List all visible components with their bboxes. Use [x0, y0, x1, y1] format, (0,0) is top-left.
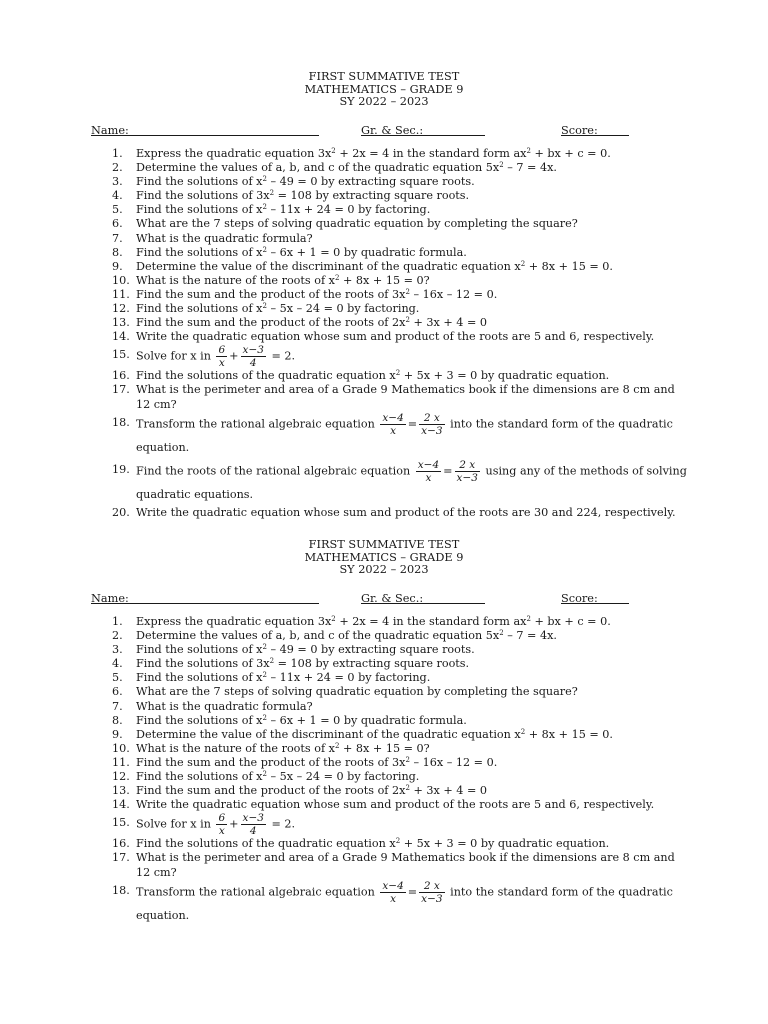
- question-item: 9. Determine the value of the discriminant of the quadratic equation $x^2 + 8x + 15 = 0$.: [112, 259, 613, 273]
- question-item: 5. Find the solutions of $x^2 - 11x + 24 = 0$ by factoring.: [112, 203, 431, 217]
- question-item: 20. Write the quadratic equation whose sum and product of the roots are 30 and 224, respectively.: [112, 505, 676, 519]
- question-item: 17. What is the perimeter and area of a Grade 9 Mathematics book if the dimensions are 8 cm and 12 cm?: [112, 383, 675, 411]
- question-number: 1.: [112, 147, 123, 160]
- fraction: $\frac{6}{x}$: [218, 812, 226, 838]
- question-item: 10. What is the nature of the roots of $x^2 + 8x + 15 = 0$?: [112, 273, 430, 287]
- score-label: Score:: [561, 592, 598, 605]
- question-item: 5. Find the solutions of $x^2 - 11x + 24 = 0$ by factoring.: [112, 671, 431, 685]
- name-field[interactable]: [91, 124, 319, 136]
- question-item: 7. What is the quadratic formula?: [112, 231, 313, 245]
- section-field[interactable]: [361, 124, 485, 136]
- question-item: 13. Find the sum and the product of the roots of $2x^2 + 3x + 4 = 0$: [112, 316, 488, 330]
- question-number: 6.: [112, 685, 123, 699]
- name-label: Name:: [91, 592, 129, 605]
- question-number: 12.: [112, 770, 130, 784]
- question-list: [0, 615, 768, 927]
- question-number: 4.: [112, 189, 123, 203]
- section-label: Gr. & Sec.:: [361, 124, 424, 137]
- fraction: $\frac{x-4}{x}$: [382, 879, 404, 905]
- question-item: 6. What are the 7 steps of solving quadratic equation by completing the square?: [112, 685, 578, 699]
- question-item: 6. What are the 7 steps of solving quadratic equation by completing the square?: [112, 217, 578, 231]
- question-number: 12.: [112, 302, 130, 316]
- question-item: 13. Find the sum and the product of the roots of $2x^2 + 3x + 4 = 0$: [112, 784, 488, 798]
- fraction: $\frac{2 x}{x-3}$: [421, 411, 443, 437]
- school-year: SY 2022 – 2023: [339, 95, 429, 108]
- question-item: 9. Determine the value of the discriminant of the quadratic equation $x^2 + 8x + 15 = 0$.: [112, 727, 613, 741]
- question-item: 4. Find the solutions of $3x^2 = 108$ by extracting square roots.: [112, 657, 470, 671]
- question-number: 3.: [112, 175, 123, 189]
- question-number: 14.: [112, 798, 130, 812]
- question-item: 4. Find the solutions of $3x^2 = 108$ by extracting square roots.: [112, 189, 470, 203]
- fraction: $\frac{2 x}{x-3}$: [421, 879, 443, 905]
- fraction: $\frac{2 x}{x-3}$: [456, 458, 478, 484]
- question-number: 2.: [112, 161, 123, 175]
- question-item: 15. Solve for x in $\frac{6}{x}$ + $\frac{x-3}{4}$ = 2.: [112, 812, 296, 838]
- question-item: 3. Find the solutions of $x^2 - 49 = 0$ by extracting square roots.: [112, 175, 475, 189]
- question-number: 13.: [112, 784, 130, 798]
- section-field[interactable]: [361, 592, 485, 604]
- test-title: FIRST SUMMATIVE TEST: [308, 70, 460, 83]
- question-number: 4.: [112, 657, 123, 671]
- question-number: 18.: [112, 883, 130, 897]
- question-item: 14. Write the quadratic equation whose sum and product of the roots are 5 and 6, respectively.: [112, 798, 655, 812]
- test-sheet-1: [0, 70, 768, 519]
- score-field[interactable]: [561, 124, 629, 136]
- question-number: 5.: [112, 203, 123, 217]
- question-number: 9.: [112, 259, 123, 273]
- question-number: 14.: [112, 330, 130, 344]
- score-field[interactable]: [561, 592, 629, 604]
- question-item: 2. Determine the values of a, b, and c of the quadratic equation $5x^2 - 7 = 4x$.: [112, 629, 557, 643]
- school-year: SY 2022 – 2023: [339, 563, 429, 576]
- question-number: 7.: [112, 699, 123, 713]
- question-number: 15.: [112, 348, 130, 362]
- question-number: 10.: [112, 273, 130, 287]
- question-number: 7.: [112, 231, 123, 245]
- fraction: $\frac{x-3}{4}$: [242, 812, 264, 838]
- fraction: $\frac{6}{x}$: [218, 344, 226, 370]
- test-header: [0, 71, 768, 109]
- question-number: 8.: [112, 713, 123, 727]
- question-number: 10.: [112, 741, 130, 755]
- name-label: Name:: [91, 124, 129, 137]
- question-item: 12. Find the solutions of $x^2 - 5x - 24 = 0$ by factoring.: [112, 770, 420, 784]
- question-number: 11.: [112, 287, 130, 301]
- question-item: 19. Find the roots of the rational algebraic equation $\frac{x-4}{x}$ = $\frac{2 x}{x-3}$ using any of the methods of solving quadratic equations.: [112, 458, 687, 501]
- question-number: 16.: [112, 369, 130, 383]
- question-item: 16. Find the solutions of the quadratic equation $x^2 + 5x + 3 = 0$ by quadratic equation.: [112, 369, 610, 383]
- question-number: 17.: [112, 383, 130, 397]
- question-number: 19.: [112, 462, 130, 476]
- question-number: 5.: [112, 671, 123, 685]
- question-item: 8. Find the solutions of $x^2 - 6x + 1 = 0$ by quadratic formula.: [112, 713, 467, 727]
- question-item: 2. Determine the values of a, b, and c of the quadratic equation $5x^2 - 7 = 4x$.: [112, 161, 557, 175]
- question-item: 18. Transform the rational algebraic equation $\frac{x-4}{x}$ = $\frac{2 x}{x-3}$ into the standard form of the quadratic equation.: [112, 879, 673, 922]
- test-sheet-2: [0, 538, 768, 922]
- question-number: 11.: [112, 755, 130, 769]
- subject-grade: MATHEMATICS – GRADE 9: [304, 82, 464, 96]
- question-item: 1. Express the quadratic equation $3x^2 + 2x = 4$ in the standard form $ax^2$ + bx + c = 0.: [112, 147, 611, 160]
- question-number: 6.: [112, 217, 123, 231]
- question-number: 3.: [112, 643, 123, 657]
- question-number: 1.: [112, 615, 123, 628]
- question-list: [0, 147, 768, 520]
- question-item: 17. What is the perimeter and area of a Grade 9 Mathematics book if the dimensions are 8 cm and 12 cm?: [112, 851, 675, 879]
- question-item: 7. What is the quadratic formula?: [112, 699, 313, 713]
- question-number: 20.: [112, 505, 130, 519]
- question-item: 14. Write the quadratic equation whose sum and product of the roots are 5 and 6, respectively.: [112, 330, 655, 344]
- question-item: 18. Transform the rational algebraic equation $\frac{x-4}{x}$ = $\frac{2 x}{x-3}$ into the standard form of the quadratic equation.: [112, 411, 673, 454]
- test-title: FIRST SUMMATIVE TEST: [308, 538, 460, 551]
- question-item: 10. What is the nature of the roots of $x^2 + 8x + 15 = 0$?: [112, 741, 430, 755]
- question-number: 17.: [112, 851, 130, 865]
- test-header: [0, 539, 768, 577]
- question-item: 1. Express the quadratic equation $3x^2 + 2x = 4$ in the standard form $ax^2$ + bx + c = 0.: [112, 615, 611, 628]
- name-field[interactable]: [91, 592, 319, 604]
- question-number: 18.: [112, 415, 130, 429]
- subject-grade: MATHEMATICS – GRADE 9: [304, 550, 464, 564]
- fraction: $\frac{x-4}{x}$: [382, 411, 404, 437]
- question-item: 12. Find the solutions of $x^2 - 5x - 24 = 0$ by factoring.: [112, 302, 420, 316]
- question-number: 2.: [112, 629, 123, 643]
- question-item: 11. Find the sum and the product of the roots of $3x^2 - 16x - 12 = 0$.: [112, 287, 498, 301]
- fraction: $\frac{x-4}{x}$: [417, 458, 440, 484]
- question-item: 3. Find the solutions of $x^2 - 49 = 0$ by extracting square roots.: [112, 643, 475, 657]
- section-label: Gr. & Sec.:: [361, 592, 424, 605]
- score-label: Score:: [561, 124, 598, 137]
- fraction: $\frac{x-3}{4}$: [242, 344, 264, 370]
- question-number: 15.: [112, 816, 130, 830]
- question-item: 8. Find the solutions of $x^2 - 6x + 1 = 0$ by quadratic formula.: [112, 245, 467, 259]
- question-item: 15. Solve for x in $\frac{6}{x}$ + $\frac{x-3}{4}$ = 2.: [112, 344, 296, 370]
- question-item: 16. Find the solutions of the quadratic equation $x^2 + 5x + 3 = 0$ by quadratic equation.: [112, 837, 610, 851]
- question-number: 8.: [112, 245, 123, 259]
- question-item: 11. Find the sum and the product of the roots of $3x^2 - 16x - 12 = 0$.: [112, 755, 498, 769]
- question-number: 9.: [112, 727, 123, 741]
- question-number: 16.: [112, 837, 130, 851]
- question-number: 13.: [112, 316, 130, 330]
